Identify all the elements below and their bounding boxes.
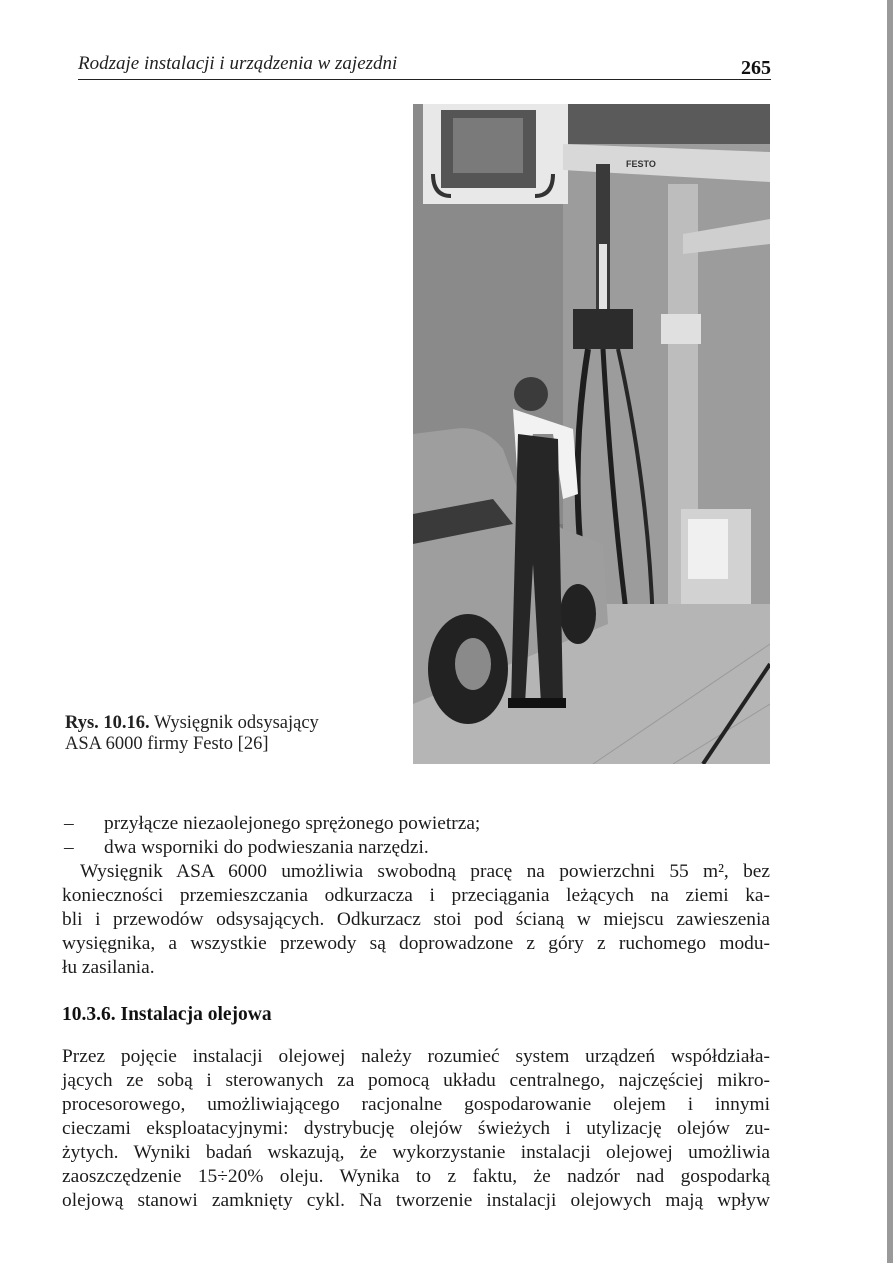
page-edge-shadow [887, 0, 893, 1263]
list-item [62, 836, 770, 860]
paragraph-line: bli i przewodów odsysających. Odkurzacz stoi pod ścianą w miejscu zawieszenia [62, 909, 770, 930]
caption-text-line1: Wysięgnik odsysający [153, 713, 319, 733]
list-item-text: dwa wsporniki do podwieszania narzędzi. [104, 837, 429, 858]
section-number: 10.3.6. [62, 1004, 116, 1025]
bullet-dash: – [64, 813, 74, 834]
list-item [62, 812, 770, 836]
bullet-dash: – [64, 837, 74, 858]
section-heading [62, 1004, 272, 1026]
figure-photo [413, 104, 770, 764]
paragraph-oil-installation [62, 1045, 770, 1213]
paragraph-line: olejową stanowi zamknięty cykl. Na tworzenie instalacji olejowych mają wpływ [62, 1190, 770, 1211]
photo-brand-text: FESTO [626, 159, 656, 169]
figure-caption [65, 713, 385, 755]
page-number: 265 [741, 57, 771, 79]
paragraph-line: żytych. Wyniki badań wskazują, że wykorzystanie instalacji olejowej umożliwia [62, 1142, 770, 1163]
paragraph-line: cieczami eksploatacyjnymi: dystrybucję olejów świeżych i utylizację olejów zu- [62, 1118, 770, 1139]
running-title: Rodzaje instalacji i urządzenia w zajezdni [78, 53, 398, 74]
caption-text-line2: ASA 6000 firmy Festo [26] [65, 734, 269, 754]
running-header [78, 49, 771, 80]
paragraph-boom-description [62, 860, 770, 980]
bullet-list [62, 812, 770, 860]
paragraph-line: konieczności przemieszczania odkurzacza i przeciągania leżących na ziemi ka- [62, 885, 770, 906]
figure-label: Rys. 10.16. [65, 713, 150, 733]
paragraph-line: łu zasilania. [62, 957, 155, 978]
paragraph-line: jących ze sobą i sterowanych za pomocą układu centralnego, najczęściej mikro- [62, 1070, 770, 1091]
paragraph-line: zaoszczędzenie 15÷20% oleju. Wynika to z faktu, że nadzór nad gospodarką [62, 1166, 770, 1187]
paragraph-line: Wysięgnik ASA 6000 umożliwia swobodną pracę na powierzchni 55 m², bez [80, 861, 770, 882]
section-title: Instalacja olejowa [120, 1004, 272, 1025]
paragraph-line: Przez pojęcie instalacji olejowej należy rozumieć system urządzeń współdziała- [62, 1046, 770, 1067]
paragraph-line: procesorowego, umożliwiającego racjonalne gospodarowanie olejem i innymi [62, 1094, 770, 1115]
list-item-text: przyłącze niezaolejonego sprężonego powietrza; [104, 813, 481, 834]
paragraph-line: wysięgnika, a wszystkie przewody są doprowadzone z góry z ruchomego modu- [62, 933, 770, 954]
